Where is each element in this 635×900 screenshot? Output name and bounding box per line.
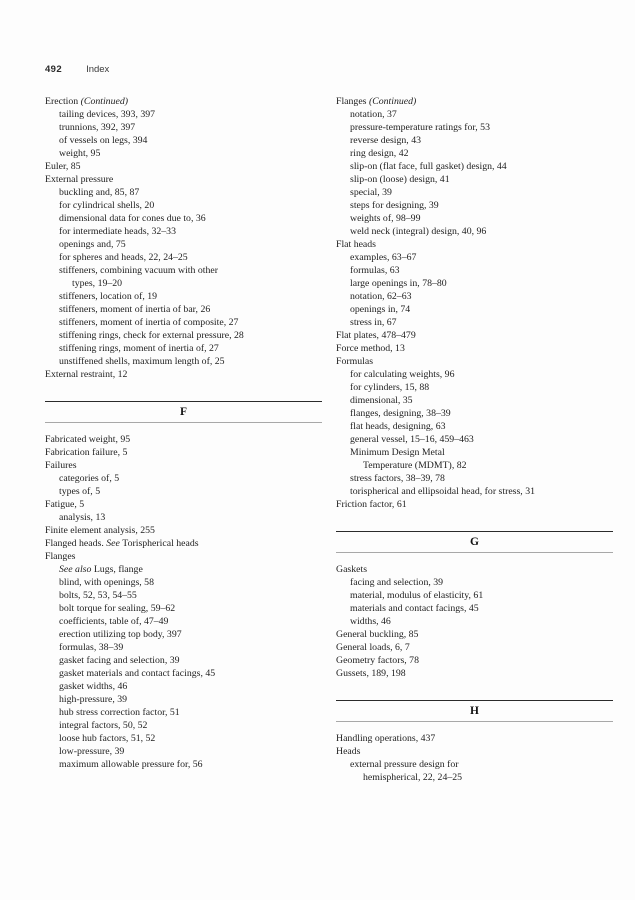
entry-text: openings in, 74: [350, 304, 411, 315]
index-entry: [45, 160, 322, 173]
entry-text: for intermediate heads, 32–33: [59, 226, 176, 237]
entry-text: External restraint, 12: [45, 369, 128, 380]
entry-text: buckling and, 85, 87: [59, 187, 140, 198]
index-entry: [336, 576, 613, 589]
entry-text: Torispherical heads: [122, 538, 199, 549]
index-entry: [336, 589, 613, 602]
index-entry: [336, 459, 613, 472]
index-entry: [336, 108, 613, 121]
entry-text: gasket materials and contact facings, 45: [59, 668, 216, 679]
entry-text: gasket facing and selection, 39: [59, 655, 180, 666]
entry-text: reverse design, 43: [350, 135, 422, 146]
index-entry: [45, 719, 322, 732]
index-entry: [45, 251, 322, 264]
entry-text: See: [106, 538, 123, 549]
entry-text: erection utilizing top body, 397: [59, 629, 182, 640]
index-entry: [45, 745, 322, 758]
index-column-left: [45, 95, 322, 771]
index-entry: [45, 355, 322, 368]
index-entry: [45, 329, 322, 342]
index-entry: [336, 264, 613, 277]
index-entry: [45, 199, 322, 212]
entry-text: tailing devices, 393, 397: [59, 109, 156, 120]
entry-text: External pressure: [45, 174, 114, 185]
index-entry: [45, 706, 322, 719]
entry-text: steps for designing, 39: [350, 200, 439, 211]
index-entry: [45, 524, 322, 537]
index-entry: [336, 381, 613, 394]
index-entry: [45, 264, 322, 277]
index-entry: [336, 290, 613, 303]
entry-text: General buckling, 85: [336, 629, 419, 640]
divider-rule-bottom: [336, 552, 613, 553]
entry-text: examples, 63–67: [350, 252, 417, 263]
index-entry: [45, 615, 322, 628]
entry-text: formulas, 38–39: [59, 642, 124, 653]
entry-text: (Continued): [368, 96, 417, 107]
index-entry: [336, 95, 613, 108]
entry-text: for calculating weights, 96: [350, 369, 455, 380]
entry-text: dimensional, 35: [350, 395, 413, 406]
index-entry: [336, 407, 613, 420]
index-entry: [45, 147, 322, 160]
index-entry: [45, 628, 322, 641]
index-entry: [336, 433, 613, 446]
entry-text: Failures: [45, 460, 77, 471]
section-letter: H: [470, 705, 479, 717]
index-entry: [45, 225, 322, 238]
section-letter: G: [470, 536, 479, 548]
index-entry: [336, 121, 613, 134]
index-entry: [45, 108, 322, 121]
index-entry: [45, 498, 322, 511]
index-entry: [336, 563, 613, 576]
entry-text: external pressure design for: [350, 759, 459, 770]
index-entry: [45, 316, 322, 329]
entry-text: general vessel, 15–16, 459–463: [350, 434, 474, 445]
index-entry: [45, 134, 322, 147]
index-entry: [336, 186, 613, 199]
entry-text: types, 19–20: [72, 278, 123, 289]
entry-text: Gaskets: [336, 564, 368, 575]
index-entry: [336, 771, 613, 784]
entry-text: flanges, designing, 38–39: [350, 408, 451, 419]
entry-text: loose hub factors, 51, 52: [59, 733, 156, 744]
entry-text: special, 39: [350, 187, 392, 198]
index-entry: [336, 173, 613, 186]
index-entry: [45, 667, 322, 680]
entry-text: hemispherical, 22, 24–25: [363, 772, 463, 783]
entry-text: Fabrication failure, 5: [45, 447, 128, 458]
entry-text: facing and selection, 39: [350, 577, 444, 588]
index-column-right: [336, 95, 613, 784]
entry-text: large openings in, 78–80: [350, 278, 447, 289]
index-entry: [336, 641, 613, 654]
index-entry: [45, 303, 322, 316]
entry-text: gasket widths, 46: [59, 681, 128, 692]
entry-text: weight, 95: [59, 148, 101, 159]
index-entry: [45, 95, 322, 108]
index-entry: [336, 277, 613, 290]
entry-text: analysis, 13: [59, 512, 106, 523]
entry-text: stress factors, 38–39, 78: [350, 473, 445, 484]
index-entry: [45, 472, 322, 485]
index-entry: [45, 537, 322, 550]
index-entry: [45, 212, 322, 225]
index-entry: [45, 576, 322, 589]
divider-rule-bottom: [45, 422, 322, 423]
index-entry: [336, 238, 613, 251]
entry-text: Friction factor, 61: [336, 499, 407, 510]
entry-text: for cylindrical shells, 20: [59, 200, 155, 211]
entry-text: slip-on (loose) design, 41: [350, 174, 450, 185]
page-number: 492: [45, 64, 63, 75]
entry-text: for cylinders, 15, 88: [350, 382, 430, 393]
index-entry: [45, 641, 322, 654]
index-entry: [45, 277, 322, 290]
index-entry: [336, 745, 613, 758]
index-entry: [45, 732, 322, 745]
entry-text: Euler, 85: [45, 161, 81, 172]
index-entry: [336, 160, 613, 173]
index-entry: [336, 342, 613, 355]
index-entry: [45, 238, 322, 251]
entry-text: pressure-temperature ratings for, 53: [350, 122, 490, 133]
index-entry: [336, 628, 613, 641]
section-divider: [336, 700, 613, 722]
section-divider: [45, 401, 322, 423]
index-entry: [336, 355, 613, 368]
index-entry: [45, 186, 322, 199]
index-entry: [45, 693, 322, 706]
entry-text: high-pressure, 39: [59, 694, 128, 705]
entry-text: stiffeners, moment of inertia of composite, 27: [59, 317, 239, 328]
index-entry: [336, 225, 613, 238]
entry-text: stiffeners, moment of inertia of bar, 26: [59, 304, 211, 315]
entry-text: Force method, 13: [336, 343, 405, 354]
index-entry: [336, 316, 613, 329]
entry-text: for spheres and heads, 22, 24–25: [59, 252, 188, 263]
index-entry: [45, 654, 322, 667]
index-entry: [336, 615, 613, 628]
index-entry: [336, 199, 613, 212]
entry-text: low-pressure, 39: [59, 746, 125, 757]
index-entry: [336, 134, 613, 147]
entry-text: (Continued): [80, 96, 128, 107]
index-entry: [336, 394, 613, 407]
section-divider: [336, 531, 613, 553]
entry-text: stress in, 67: [350, 317, 397, 328]
entry-text: integral factors, 50, 52: [59, 720, 148, 731]
entry-text: Heads: [336, 746, 361, 757]
entry-text: Flanges: [336, 96, 369, 107]
divider-rule-bottom: [336, 721, 613, 722]
index-entry: [45, 511, 322, 524]
entry-text: General loads, 6, 7: [336, 642, 410, 653]
entry-text: weld neck (integral) design, 40, 96: [350, 226, 487, 237]
index-entry: [336, 251, 613, 264]
index-entry: [45, 368, 322, 381]
entry-text: See also: [59, 564, 94, 575]
entry-text: bolts, 52, 53, 54–55: [59, 590, 137, 601]
index-entry: [45, 290, 322, 303]
entry-text: notation, 37: [350, 109, 397, 120]
entry-text: unstiffened shells, maximum length of, 25: [59, 356, 225, 367]
entry-text: formulas, 63: [350, 265, 400, 276]
entry-text: dimensional data for cones due to, 36: [59, 213, 206, 224]
index-entry: [336, 147, 613, 160]
entry-text: Flat heads: [336, 239, 376, 250]
entry-text: coefficients, table of, 47–49: [59, 616, 169, 627]
index-entry: [45, 446, 322, 459]
index-entry: [45, 485, 322, 498]
entry-text: bolt torque for sealing, 59–62: [59, 603, 176, 614]
entry-text: widths, 46: [350, 616, 391, 627]
index-entry: [336, 758, 613, 771]
entry-text: Flat plates, 478–479: [336, 330, 416, 341]
index-entry: [45, 459, 322, 472]
entry-text: types of, 5: [59, 486, 101, 497]
index-entry: [336, 602, 613, 615]
entry-text: stiffeners, combining vacuum with other: [59, 265, 218, 276]
entry-text: stiffeners, location of, 19: [59, 291, 158, 302]
index-entry: [336, 667, 613, 680]
section-letter: F: [179, 406, 188, 418]
index-entry: [336, 329, 613, 342]
index-entry: [336, 420, 613, 433]
entry-text: Flanges: [45, 551, 76, 562]
entry-text: openings and, 75: [59, 239, 126, 250]
entry-text: of vessels on legs, 394: [59, 135, 148, 146]
index-entry: [336, 212, 613, 225]
index-entry: [45, 550, 322, 563]
entry-text: Lugs, flange: [93, 564, 143, 575]
entry-text: Geometry factors, 78: [336, 655, 419, 666]
index-entry: [45, 173, 322, 186]
index-entry: [336, 732, 613, 745]
entry-text: material, modulus of elasticity, 61: [350, 590, 484, 601]
page-header: [45, 64, 109, 75]
entry-text: Handling operations, 437: [336, 733, 436, 744]
entry-text: notation, 62–63: [350, 291, 412, 302]
page-title: Index: [86, 64, 110, 75]
index-entry: [45, 602, 322, 615]
entry-text: materials and contact facings, 45: [350, 603, 479, 614]
entry-text: slip-on (flat face, full gasket) design, 44: [350, 161, 507, 172]
index-entry: [45, 342, 322, 355]
entry-text: blind, with openings, 58: [59, 577, 154, 588]
index-entry: [45, 589, 322, 602]
entry-text: torispherical and ellipsoidal head, for stress, 31: [350, 486, 536, 497]
entry-text: Erection: [45, 96, 81, 107]
entry-text: ring design, 42: [350, 148, 409, 159]
entry-text: stiffening rings, check for external pressure, 28: [59, 330, 244, 341]
entry-text: flat heads, designing, 63: [350, 421, 446, 432]
index-entry: [336, 368, 613, 381]
index-entry: [336, 654, 613, 667]
entry-text: Gussets, 189, 198: [336, 668, 406, 679]
entry-text: Fabricated weight, 95: [45, 434, 131, 445]
index-entry: [336, 303, 613, 316]
entry-text: Temperature (MDMT), 82: [363, 460, 467, 471]
entry-text: Formulas: [336, 356, 374, 367]
index-entry: [336, 472, 613, 485]
index-entry: [45, 433, 322, 446]
index-entry: [336, 498, 613, 511]
index-entry: [45, 563, 322, 576]
entry-text: Fatigue, 5: [45, 499, 85, 510]
entry-text: hub stress correction factor, 51: [59, 707, 180, 718]
entry-text: categories of, 5: [59, 473, 120, 484]
index-entry: [45, 758, 322, 771]
entry-text: maximum allowable pressure for, 56: [59, 759, 203, 770]
entry-text: Minimum Design Metal: [350, 447, 445, 458]
entry-text: Flanged heads.: [45, 538, 107, 549]
index-entry: [336, 485, 613, 498]
index-entry: [45, 680, 322, 693]
entry-text: Finite element analysis, 255: [45, 525, 155, 536]
entry-text: stiffening rings, moment of inertia of, 27: [59, 343, 219, 354]
entry-text: weights of, 98–99: [350, 213, 421, 224]
entry-text: trunnions, 392, 397: [59, 122, 136, 133]
index-entry: [45, 121, 322, 134]
index-entry: [336, 446, 613, 459]
